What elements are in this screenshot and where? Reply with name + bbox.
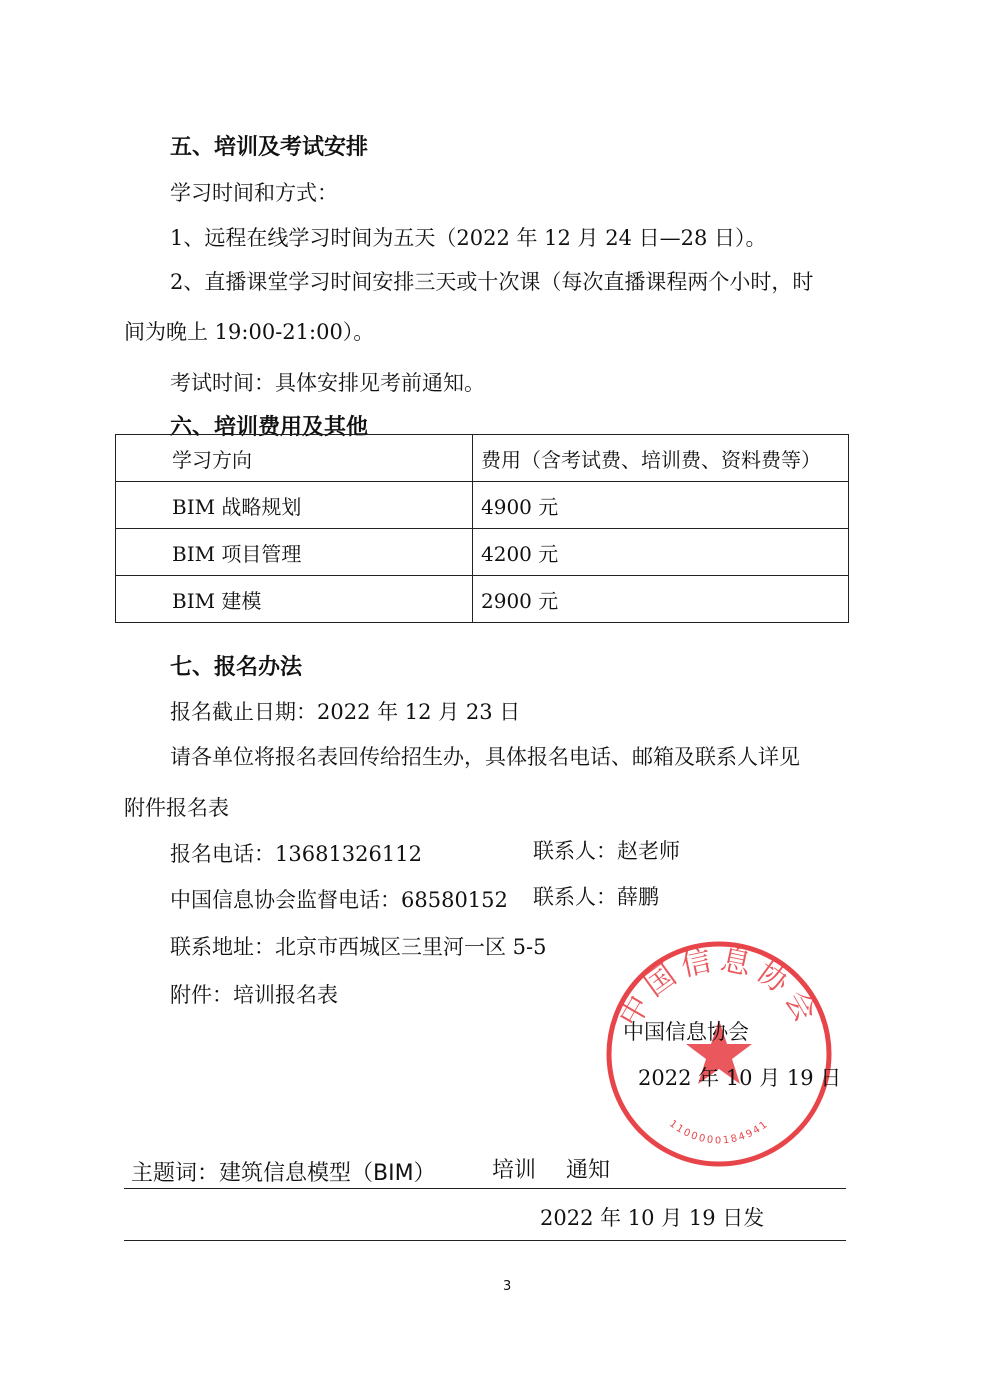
seal-text: 中国信息协会 [612,942,826,1034]
header-cell: 费用（含考试费、培训费、资料费等） [473,435,849,482]
deadline: 报名截止日期：2022 年 12 月 23 日 [170,700,521,724]
table-header-row [116,435,849,482]
table-row [116,482,849,529]
keyword-training: 培训 [492,1158,537,1183]
study-item-2-line2: 间为晚上 19:00-21:00）。 [124,320,375,344]
fee-table [115,434,849,623]
instruction-line1: 请各单位将报名表回传给招生办，具体报名电话、邮箱及联系人详见 [170,745,800,769]
phone: 报名电话：13681326112 [170,842,422,866]
study-item-1: 1、远程在线学习时间为五天（2022 年 12 月 24 日—28 日）。 [170,226,767,250]
table-row [116,576,849,623]
page-number: 3 [503,1279,512,1294]
table-cell: BIM 建模 [116,576,473,623]
supervise-phone: 中国信息协会监督电话：68580152 [170,888,508,912]
section7-heading: 七、报名办法 [170,655,303,680]
attachment: 附件：培训报名表 [170,983,338,1007]
issue-date: 2022 年 10 月 19 日发 [540,1206,765,1230]
table-row [116,529,849,576]
address: 联系地址：北京市西城区三里河一区 5-5 [170,935,547,959]
study-item-2-line1: 2、直播课堂学习时间安排三天或十次课（每次直播课程两个小时，时 [170,270,814,294]
table-cell: BIM 战略规划 [116,482,473,529]
header-cell: 学习方向 [116,435,473,482]
signature-date: 2022 年 10 月 19 日 [638,1066,842,1090]
divider-bottom [124,1240,846,1241]
keywords-label: 主题词：建筑信息模型（BIM） [131,1161,436,1186]
table-cell: 2900 元 [473,576,849,623]
table-cell: BIM 项目管理 [116,529,473,576]
instruction-line2: 附件报名表 [124,796,229,820]
contact-1: 联系人：赵老师 [533,839,680,863]
divider-top [124,1188,846,1189]
contact-2: 联系人：薛鹏 [533,885,659,909]
table-cell: 4200 元 [473,529,849,576]
study-time-label: 学习时间和方式： [170,181,338,205]
exam-time: 考试时间：具体安排见考前通知。 [170,371,485,395]
seal-number: 1100000184941 [667,1118,771,1147]
official-seal [603,938,835,1170]
signature-org: 中国信息协会 [623,1020,749,1044]
section5-heading: 五、培训及考试安排 [170,135,369,160]
keyword-notice: 通知 [566,1158,611,1183]
table-cell: 4900 元 [473,482,849,529]
section6-heading: 六、培训费用及其他 [170,415,369,440]
